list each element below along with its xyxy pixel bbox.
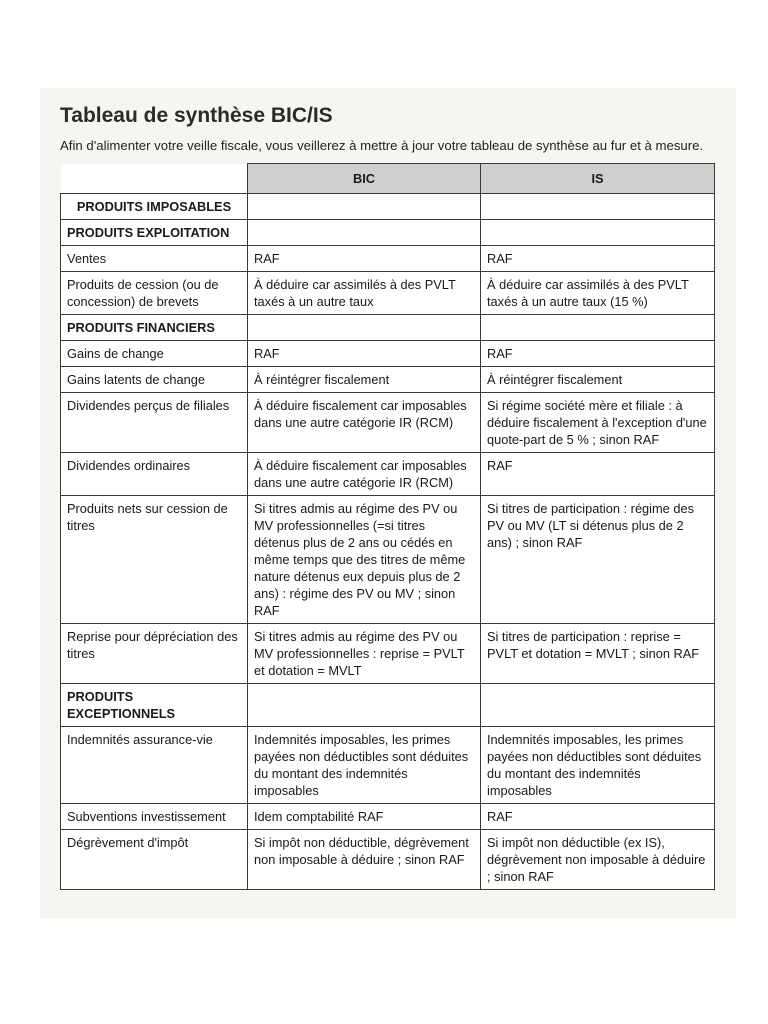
is-cell: Si impôt non déductible (ex IS), dégrèvement non imposable à déduire ; sinon RAF [481, 830, 715, 890]
bic-cell: À déduire fiscalement car imposables dans une autre catégorie IR (RCM) [248, 393, 481, 453]
is-cell: Si titres de participation : régime des PV ou MV (LT si détenus plus de 2 ans) ; sinon RAF [481, 496, 715, 624]
table-row [61, 272, 715, 315]
is-cell: À déduire car assimilés à des PVLT taxés à un autre taux (15 %) [481, 272, 715, 315]
is-cell: Si régime société mère et filiale : à déduire fiscalement à l'exception d'une quote-part de 5 % ; sinon RAF [481, 393, 715, 453]
bic-cell: À déduire car assimilés à des PVLT taxés à un autre taux [248, 272, 481, 315]
table-row [61, 624, 715, 684]
bic-cell: Indemnités imposables, les primes payées non déductibles sont déduites du montant des indemnités imposables [248, 727, 481, 804]
section-label: PRODUITS EXPLOITATION [61, 220, 248, 246]
is-cell: RAF [481, 453, 715, 496]
bic-cell [248, 220, 481, 246]
header-bic: BIC [248, 164, 481, 194]
bic-cell: Si impôt non déductible, dégrèvement non imposable à déduire ; sinon RAF [248, 830, 481, 890]
is-cell: RAF [481, 246, 715, 272]
row-label: Subventions investissement [61, 804, 248, 830]
page-title: Tableau de synthèse BIC/IS [60, 104, 333, 127]
section-label: PRODUITS EXCEPTIONNELS [61, 684, 248, 727]
table-row [61, 341, 715, 367]
bic-cell [248, 315, 481, 341]
is-cell [481, 194, 715, 220]
bic-cell [248, 684, 481, 727]
section-label: PRODUITS FINANCIERS [61, 315, 248, 341]
section-row [61, 684, 715, 727]
synthesis-table [60, 163, 715, 890]
is-cell: Indemnités imposables, les primes payées non déductibles sont déduites du montant des indemnités imposables [481, 727, 715, 804]
row-label: Gains latents de change [61, 367, 248, 393]
bic-cell: RAF [248, 341, 481, 367]
section-row [61, 194, 715, 220]
header-is: IS [481, 164, 715, 194]
is-cell: RAF [481, 341, 715, 367]
table-header-row [61, 164, 715, 194]
bic-cell [248, 194, 481, 220]
table-row [61, 246, 715, 272]
bic-cell: Si titres admis au régime des PV ou MV professionnelles : reprise = PVLT et dotation = MVLT [248, 624, 481, 684]
row-label: Dividendes ordinaires [61, 453, 248, 496]
row-label: Produits nets sur cession de titres [61, 496, 248, 624]
is-cell: À réintégrer fiscalement [481, 367, 715, 393]
is-cell: RAF [481, 804, 715, 830]
row-label: Ventes [61, 246, 248, 272]
table-row [61, 393, 715, 453]
is-cell [481, 684, 715, 727]
bic-cell: Idem comptabilité RAF [248, 804, 481, 830]
bic-cell: À réintégrer fiscalement [248, 367, 481, 393]
row-label: Reprise pour dépréciation des titres [61, 624, 248, 684]
section-label: PRODUITS IMPOSABLES [61, 194, 248, 220]
row-label: Dividendes perçus de filiales [61, 393, 248, 453]
section-row [61, 315, 715, 341]
section-row [61, 220, 715, 246]
row-label: Gains de change [61, 341, 248, 367]
bic-cell: À déduire fiscalement car imposables dans une autre catégorie IR (RCM) [248, 453, 481, 496]
bic-cell: Si titres admis au régime des PV ou MV professionnelles (=si titres détenus plus de 2 ans ou cédés en même temps que des titres de même nature détenus eux depuis plus de 2 ans) : régime des PV ou MV ; sinon RAF [248, 496, 481, 624]
table-row [61, 453, 715, 496]
table-row [61, 496, 715, 624]
row-label: Produits de cession (ou de concession) de brevets [61, 272, 248, 315]
header-blank [61, 164, 248, 194]
table-row [61, 804, 715, 830]
table-row [61, 367, 715, 393]
bic-cell: RAF [248, 246, 481, 272]
is-cell [481, 220, 715, 246]
table-row [61, 830, 715, 890]
table-row [61, 727, 715, 804]
is-cell: Si titres de participation : reprise = PVLT et dotation = MVLT ; sinon RAF [481, 624, 715, 684]
row-label: Dégrèvement d'impôt [61, 830, 248, 890]
intro-text: Afin d'alimenter votre veille fiscale, vous veillerez à mettre à jour votre tableau de synthèse au fur et à mesure. [60, 138, 704, 153]
is-cell [481, 315, 715, 341]
row-label: Indemnités assurance-vie [61, 727, 248, 804]
